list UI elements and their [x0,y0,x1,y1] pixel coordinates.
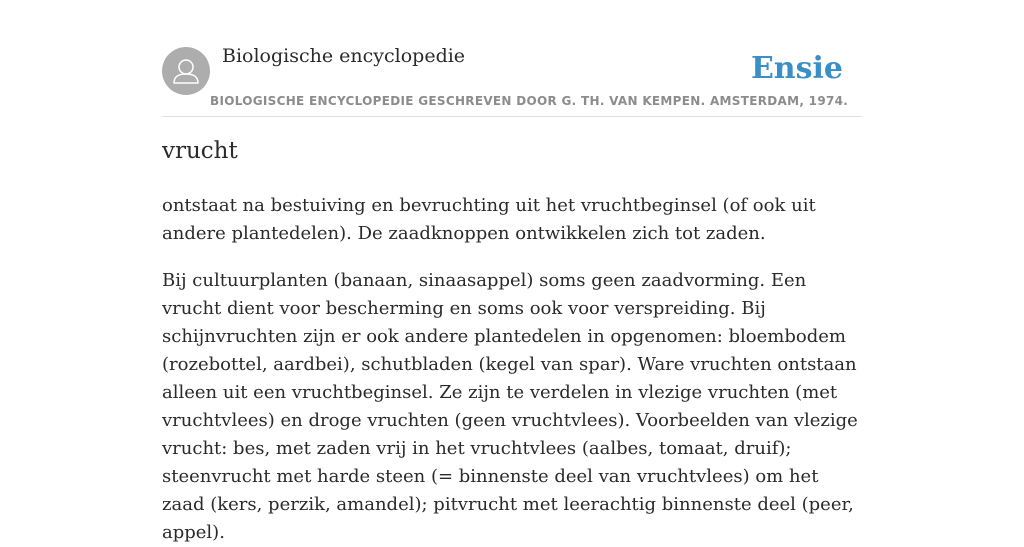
entry-paragraph: ontstaat na bestuiving en bevruchting uit het vruchtbeginsel (of ook uit andere plantedelen). De zaadknoppen ontwikkelen zich tot zaden. [162,195,816,244]
source-title[interactable]: Biologische encyclopedie [222,45,466,67]
source-subtitle: BIOLOGISCHE ENCYCLOPEDIE GESCHREVEN DOOR G. TH. VAN KEMPEN. AMSTERDAM, 1974. [210,94,849,108]
user-avatar-icon[interactable] [162,47,210,95]
ensie-logo[interactable]: Ensie [750,51,843,86]
entry-paragraph: Bij cultuurplanten (banaan, sinaasappel) soms geen zaadvorming. Een vrucht dient voor bescherming en soms ook voor verspreiding. Bij schijnvruchten zijn er ook andere plantedelen in opgenomen: bloembodem (rozebottel, aardbei), schutbladen (kegel van spar). Ware vruchten ontstaan alleen uit een vruchtbeginsel. Ze zijn te verdelen in vlezige vruchten (met vruchtvlees) en droge vruchten (geen vruchtvlees). Voorbeelden van vlezige vrucht: bes, met zaden vrij in het vruchtvlees (aalbes, tomaat, druif); steenvrucht met harde steen (= binnenste deel van vruchtvlees) om het zaad (kers, perzik, amandel); pitvrucht met leerachtig binnenste deel (peer, appel). [162,270,858,543]
person-outline-icon [162,47,210,95]
source-header [162,40,862,117]
entry-body [162,192,862,547]
entry-title: vrucht [162,138,238,164]
